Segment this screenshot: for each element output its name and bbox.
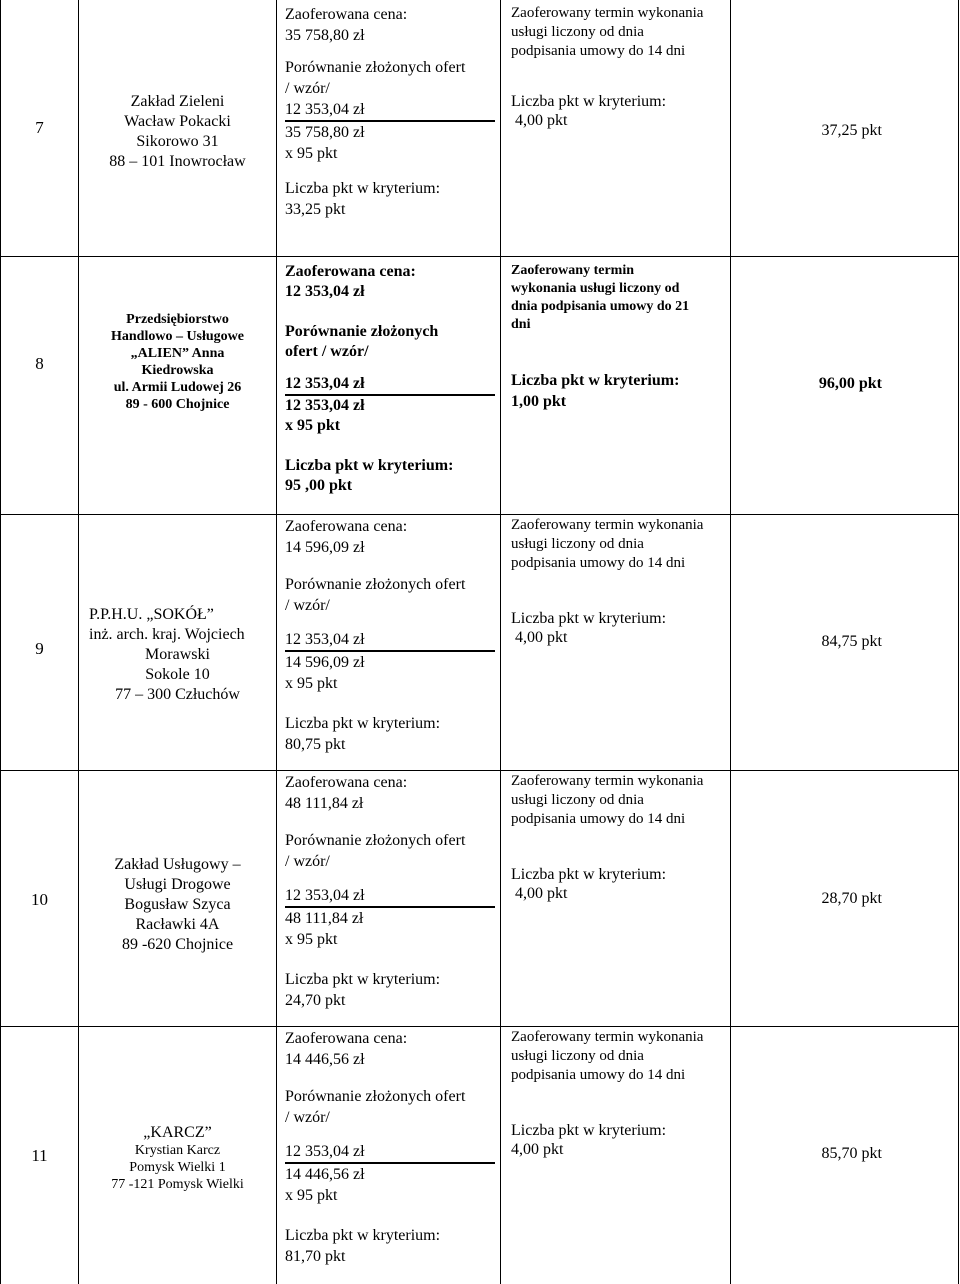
row-11-total: 85,70 pkt xyxy=(821,1145,882,1162)
row-9-price xyxy=(277,516,500,770)
price-points-label: Liczba pkt w kryterium: xyxy=(285,180,441,197)
offered-price-label: Zaoferowana cena: xyxy=(285,263,416,280)
contractor-line: ul. Armii Ludowej 26 xyxy=(113,379,242,395)
row-10-price xyxy=(277,772,500,1026)
contractor-line: 77 -121 Pomysk Wielki xyxy=(111,1176,244,1192)
multiplier: x 95 pkt xyxy=(285,675,338,692)
fraction-denominator: 48 111,84 zł xyxy=(285,910,364,927)
contractor-line: „ALIEN” Anna xyxy=(130,345,225,361)
comparison-label-tail: ofert / wzór/ xyxy=(285,343,369,360)
row-8-lp: 8 xyxy=(35,353,44,373)
comparison-label: Porównanie złożonych ofert xyxy=(285,832,466,849)
fraction-numerator: 12 353,04 zł xyxy=(285,1141,495,1164)
contractor-line: Morawski xyxy=(145,645,210,663)
contractor-line: „KARCZ” xyxy=(143,1123,212,1141)
comparison-label-tail: / wzór/ xyxy=(285,853,330,870)
contractor-line: Sokole 10 xyxy=(145,665,210,683)
price-points-label: Liczba pkt w kryterium: xyxy=(285,971,441,988)
term-line: usługi liczony od dnia xyxy=(511,792,644,808)
term-line: podpisania umowy do 14 dni xyxy=(511,811,686,827)
price-points-value: 80,75 pkt xyxy=(285,736,346,753)
contractor-line: Racławki 4A xyxy=(135,915,220,933)
row-11-price xyxy=(277,1028,500,1284)
price-points-value: 81,70 pkt xyxy=(285,1248,346,1265)
term-points-label: Liczba pkt w kryterium: xyxy=(511,372,680,389)
row-7-lp: 7 xyxy=(35,118,44,137)
contractor-line: Handlowo – Usługowe xyxy=(110,328,245,344)
multiplier: x 95 pkt xyxy=(285,1187,338,1204)
row-10-lp: 10 xyxy=(31,889,48,909)
row-9-contractor xyxy=(79,515,276,770)
row-7-term xyxy=(501,4,730,256)
contractor-line: Krystian Karcz xyxy=(134,1142,221,1158)
contractor-line: Kiedrowska xyxy=(141,362,214,378)
term-line: usługi liczony od dnia xyxy=(511,536,644,552)
row-7-total: 37,25 pkt xyxy=(821,122,882,139)
contractor-line: 89 -620 Chojnice xyxy=(121,935,234,953)
contractor-line: Przedsiębiorstwo xyxy=(126,311,229,327)
term-points-label: Liczba pkt w kryterium: xyxy=(511,866,667,883)
contractor-line: Usługi Drogowe xyxy=(124,875,231,893)
offered-price-value: 14 446,56 zł xyxy=(285,1051,365,1068)
table-border-right xyxy=(958,0,959,1284)
offered-price-value: 12 353,04 zł xyxy=(285,283,365,300)
comparison-label-tail: / wzór/ xyxy=(285,597,330,614)
row-8-contractor xyxy=(79,257,276,514)
comparison-label: Porównanie złożonych ofert xyxy=(285,1088,466,1105)
fraction-denominator: 14 596,09 zł xyxy=(285,654,365,671)
offered-price-value: 14 596,09 zł xyxy=(285,539,365,556)
contractor-line: Wacław Pokacki xyxy=(124,113,231,130)
multiplier: x 95 pkt xyxy=(285,145,338,162)
row-9-lp: 9 xyxy=(35,638,44,658)
row-8-total: 96,00 pkt xyxy=(818,375,882,392)
fraction-numerator: 12 353,04 zł xyxy=(285,885,495,908)
contractor-line: Zakład Zieleni xyxy=(130,93,225,110)
offered-price-label: Zaoferowana cena: xyxy=(285,1030,408,1047)
comparison-label: Porównanie złożonych xyxy=(285,323,439,340)
term-line: Zaoferowany termin xyxy=(511,263,634,278)
row-8-price xyxy=(277,262,500,514)
term-points-label: Liczba pkt w kryterium: xyxy=(511,1122,667,1139)
term-line: dni xyxy=(511,317,531,332)
contractor-line: inż. arch. kraj. Wojciech xyxy=(89,625,245,643)
offered-price-value: 48 111,84 zł xyxy=(285,795,364,812)
term-line: Zaoferowany termin wykonania xyxy=(511,773,704,789)
term-line: Zaoferowany termin wykonania xyxy=(511,1029,704,1045)
fraction-numerator: 12 353,04 zł xyxy=(285,99,495,122)
contractor-line: 89 - 600 Chojnice xyxy=(125,396,230,412)
fraction-denominator: 12 353,04 zł xyxy=(285,397,365,414)
term-points-label: Liczba pkt w kryterium: xyxy=(511,610,667,627)
price-points-value: 33,25 pkt xyxy=(285,201,346,218)
row-10-contractor xyxy=(79,771,276,1026)
price-points-value: 95 ,00 pkt xyxy=(285,477,353,494)
row-10-term xyxy=(501,772,730,1026)
contractor-line: Zakład Usługowy – xyxy=(114,855,241,873)
term-line: podpisania umowy do 14 dni xyxy=(511,555,686,571)
row-11-term xyxy=(501,1028,730,1284)
row-10-total: 28,70 pkt xyxy=(821,890,882,907)
contractor-line: 77 – 300 Człuchów xyxy=(115,685,240,703)
price-points-value: 24,70 pkt xyxy=(285,992,346,1009)
term-line: usługi liczony od dnia xyxy=(511,1048,644,1064)
term-points-value: 4,00 pkt xyxy=(511,1141,564,1158)
fraction-denominator: 35 758,80 zł xyxy=(285,124,365,141)
term-points-value: 4,00 pkt xyxy=(515,885,568,902)
term-line: usługi liczony od dnia xyxy=(511,24,644,40)
row-7-contractor xyxy=(79,0,276,256)
term-line: Zaoferowany termin wykonania xyxy=(511,5,704,21)
multiplier: x 95 pkt xyxy=(285,417,341,434)
offered-price-label: Zaoferowana cena: xyxy=(285,6,408,23)
multiplier: x 95 pkt xyxy=(285,931,338,948)
contractor-line: 88 – 101 Inowrocław xyxy=(109,153,246,170)
offered-price-label: Zaoferowana cena: xyxy=(285,518,408,535)
term-points-label: Liczba pkt w kryterium: xyxy=(511,93,667,110)
term-line: podpisania umowy do 14 dni xyxy=(511,1067,686,1083)
comparison-label: Porównanie złożonych ofert xyxy=(285,59,466,76)
contractor-line: Bogusław Szyca xyxy=(124,895,231,913)
contractor-line: Pomysk Wielki 1 xyxy=(129,1159,226,1175)
contractor-line: Sikorowo 31 xyxy=(136,133,219,150)
row-9-total: 84,75 pkt xyxy=(821,633,882,650)
row-7-price xyxy=(277,4,500,256)
price-points-label: Liczba pkt w kryterium: xyxy=(285,1227,441,1244)
fraction-numerator: 12 353,04 zł xyxy=(285,629,495,652)
term-points-value: 1,00 pkt xyxy=(511,393,567,410)
term-line: Zaoferowany termin wykonania xyxy=(511,517,704,533)
comparison-label-tail: / wzór/ xyxy=(285,1109,330,1126)
row-9-term xyxy=(501,516,730,770)
row-11-lp: 11 xyxy=(31,1145,48,1165)
term-points-value: 4,00 pkt xyxy=(515,112,568,129)
comparison-label: Porównanie złożonych ofert xyxy=(285,576,466,593)
term-points-value: 4,00 pkt xyxy=(515,629,568,646)
comparison-label-tail: / wzór/ xyxy=(285,80,330,97)
term-line: podpisania umowy do 14 dni xyxy=(511,43,686,59)
term-line: dnia podpisania umowy do 21 xyxy=(511,299,690,314)
price-points-label: Liczba pkt w kryterium: xyxy=(285,715,441,732)
term-line: wykonania usługi liczony od xyxy=(511,281,680,296)
row-11-contractor xyxy=(79,1027,276,1284)
contractor-line: P.P.H.U. „SOKÓŁ” xyxy=(89,605,214,623)
offered-price-label: Zaoferowana cena: xyxy=(285,774,408,791)
row-8-term xyxy=(501,262,730,514)
fraction-denominator: 14 446,56 zł xyxy=(285,1166,365,1183)
fraction-numerator: 12 353,04 zł xyxy=(285,374,495,396)
price-points-label: Liczba pkt w kryterium: xyxy=(285,457,454,474)
offered-price-value: 35 758,80 zł xyxy=(285,27,365,44)
